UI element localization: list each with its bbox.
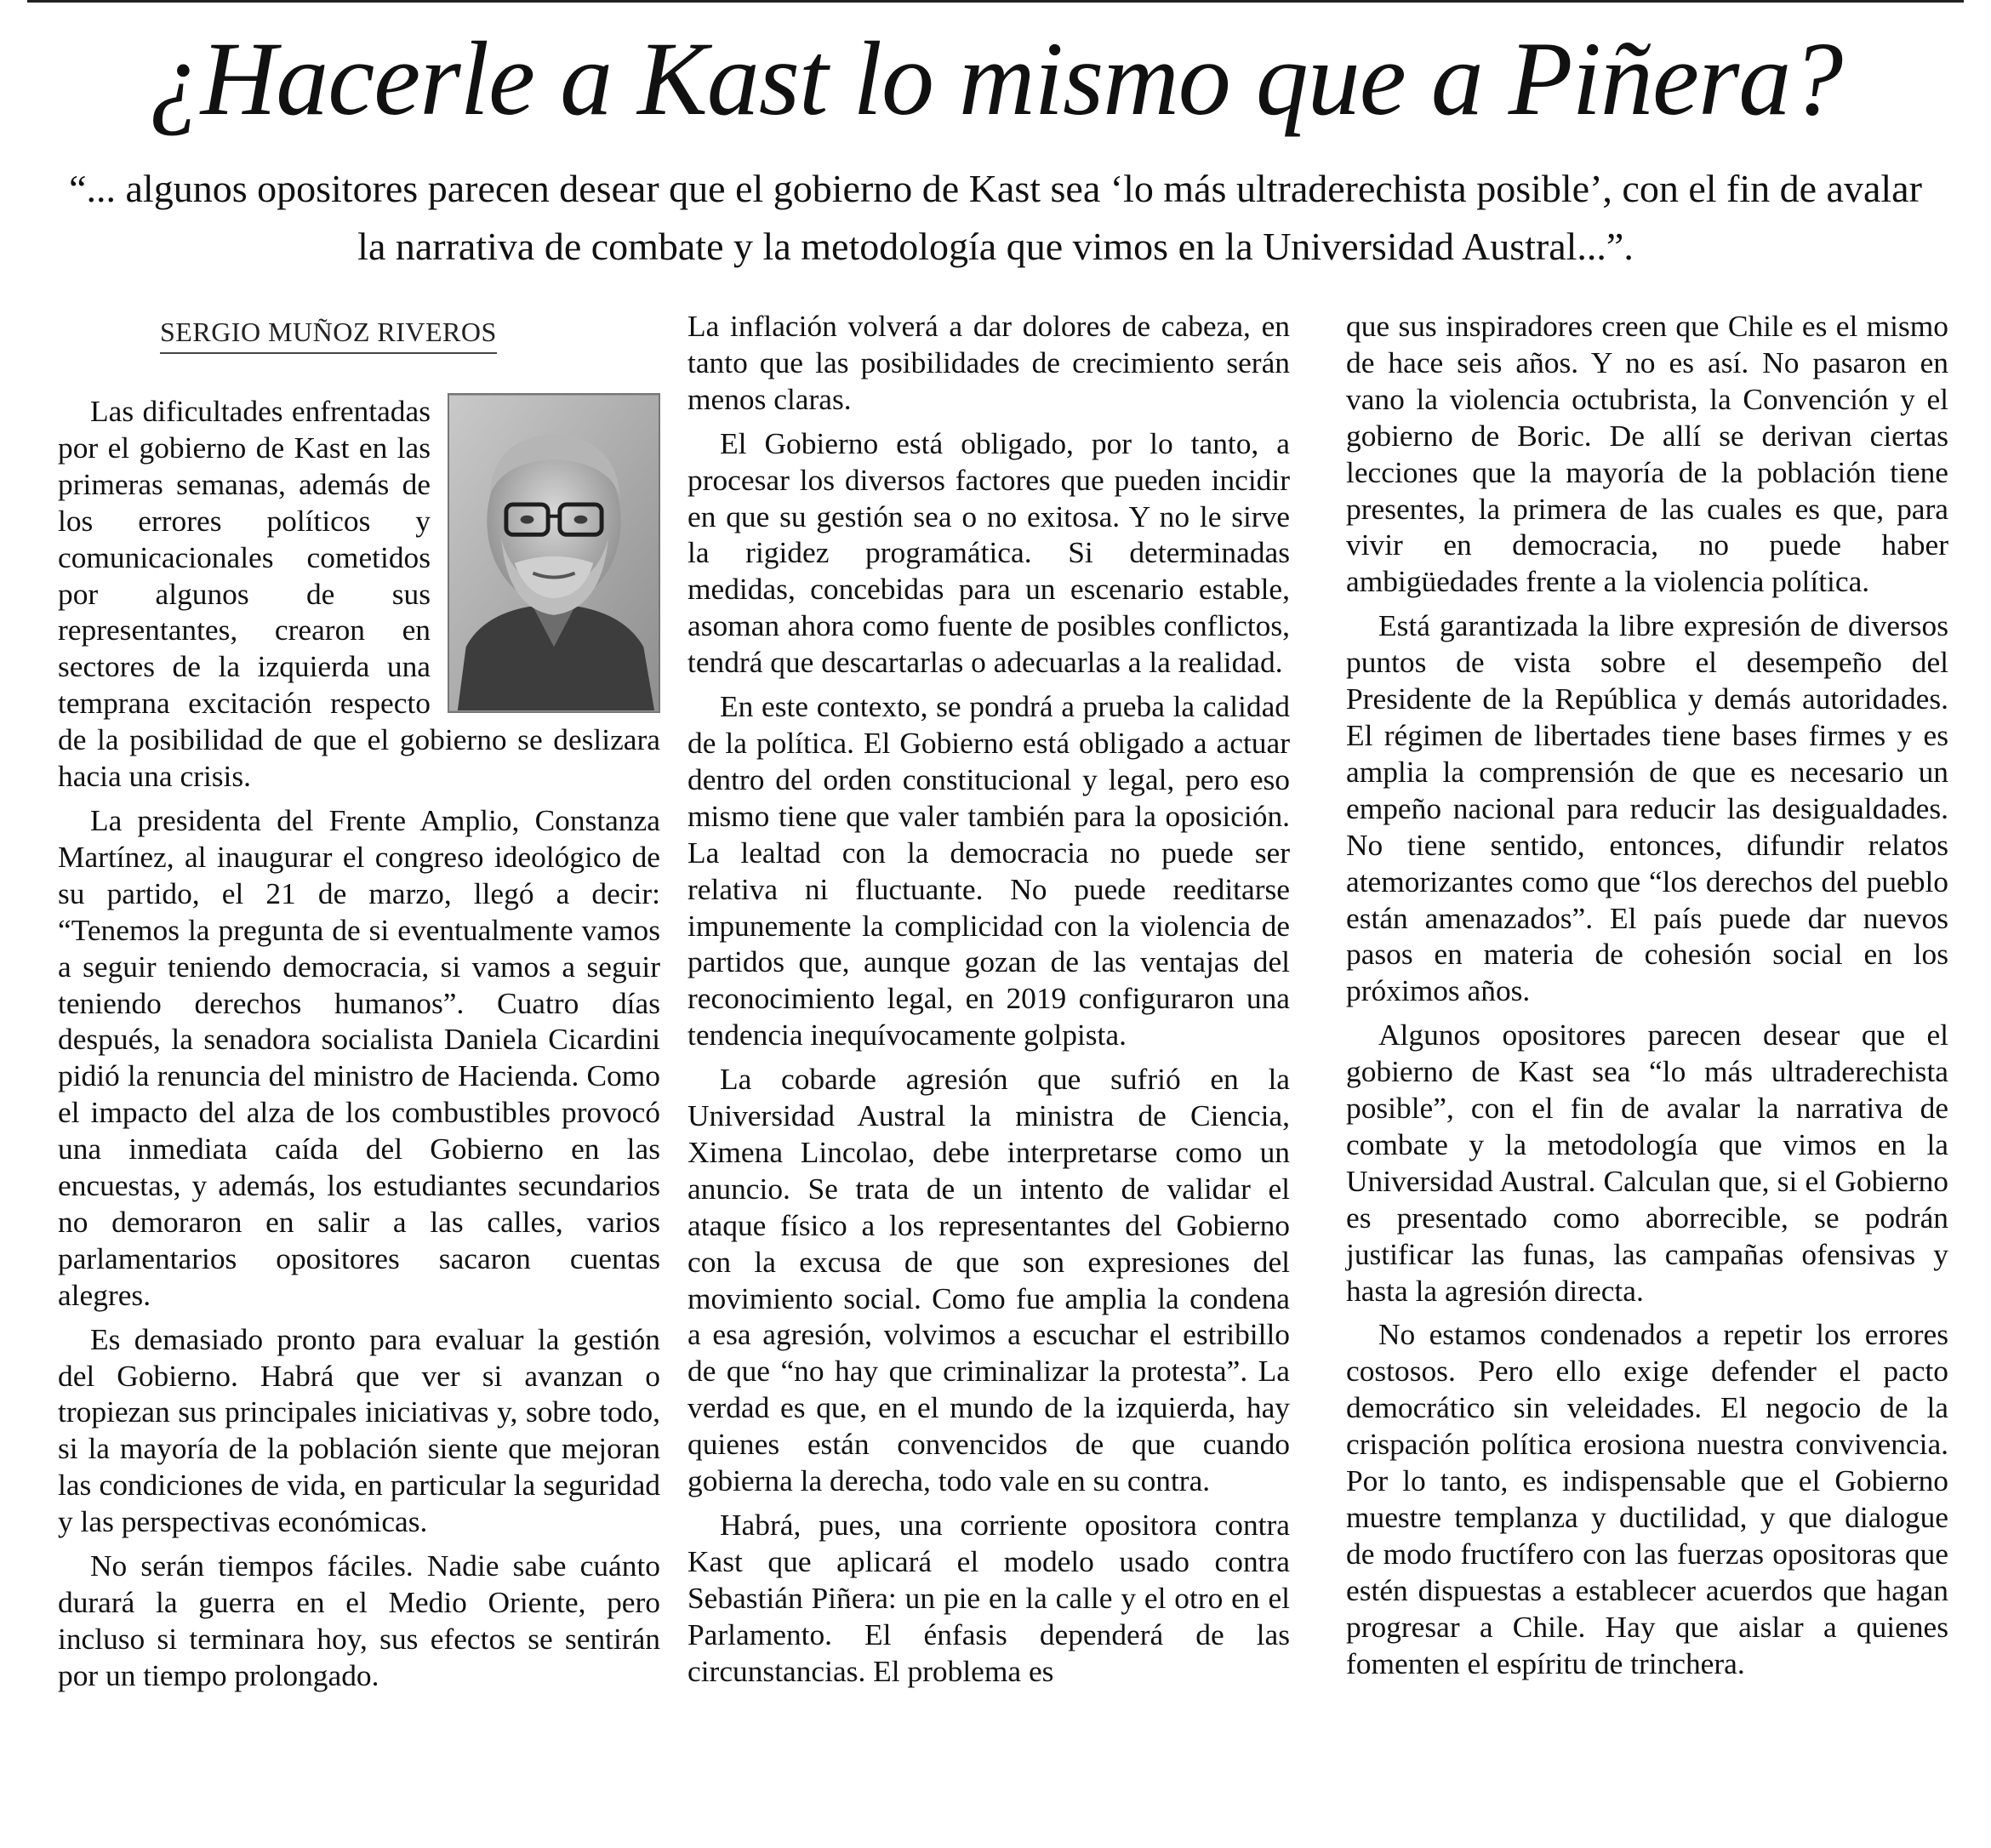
paragraph-3: Es demasiado pronto para evaluar la gestión del Gobierno. Habrá que ver si avanzan o tropiezan sus principales iniciativas y, sobre todo, si la mayoría de la población siente que mejoran las condiciones de vida, en particular la seguridad y las perspectivas económicas. [58, 1321, 660, 1539]
byline-text: SERGIO MUÑOZ RIVEROS [160, 317, 497, 354]
column-1 [58, 308, 660, 1694]
paragraph-11: Está garantizada la libre expresión de diversos puntos de vista sobre el desempeño del Presidente de la República y demás autoridades. El régimen de libertades tiene bases firmes y es amplia la comprensión de que es necesario un empeño nacional para reducir las desigualdades. No tiene sentido, entonces, difundir relatos atemorizantes como que “los derechos del pueblo están amenazados”. El país puede dar nuevos pasos en materia de cohesión social en los próximos años. [1346, 608, 1948, 1008]
paragraph-5: La inflación volverá a dar dolores de cabeza, en tanto que las posibilidades de crecimiento serán menos claras. [687, 309, 1290, 416]
pull-quote: “... algunos opositores parecen desear que el gobierno de Kast sea ‘lo más ultraderechista posible’, con el fin de avalar la narrativa de combate y la metodología que vimos en la Universidad Austral...”. [69, 167, 1922, 268]
paragraph-4: No serán tiempos fáciles. Nadie sabe cuánto durará la guerra en el Medio Oriente, pero incluso si terminara hoy, sus efectos se sentirán por un tiempo prolongado. [58, 1549, 660, 1692]
headline: ¿Hacerle a Kast lo mismo que a Piñera? [148, 20, 1843, 137]
column-3 [1346, 308, 1948, 1682]
top-rule [27, 0, 1964, 3]
paragraph-8: La cobarde agresión que sufrió en la Universidad Austral la ministra de Ciencia, Ximena Lincolao, debe interpretarse como un anuncio. Se trata de un intento de validar el ataque físico a los representantes del Gobierno con la excusa de que son expresiones del movimiento social. Como fue amplia la condena a esa agresión, volvimos a escuchar el estribillo de que “no hay que criminalizar la protesta”. La verdad es que, en el mundo de la izquierda, hay quienes están convencidos de que cuando gobierna la derecha, todo vale en su contra. [687, 1062, 1290, 1498]
paragraph-9: Habrá, pues, una corriente opositora contra Kast que aplicará el modelo usado contra Sebastián Piñera: un pie en la calle y el otro en el Parlamento. El énfasis dependerá de las circunstancias. El problema es [687, 1508, 1290, 1688]
author-portrait [448, 393, 660, 713]
byline [160, 315, 660, 349]
paragraph-12: Algunos opositores parecen desear que el gobierno de Kast sea “lo más ultraderechista posible”, con el fin de avalar la narrativa de combate y la metodología que vimos en la Universidad Austral. Calculan que, si el Gobierno es presentado como aborrecible, se podrán justificar las funas, las campañas ofensivas y hasta la agresión directa. [1346, 1018, 1948, 1308]
portrait-image [449, 395, 659, 711]
paragraph-6: El Gobierno está obligado, por lo tanto, a procesar los diversos factores que pueden incidir en que su gestión sea o no exitosa. Y no le sirve la rigidez programática. Si determinadas medidas, concebidas para un escenario estable, asoman ahora como fuente de posibles conflictos, tendrá que descartarlas o adecuarlas a la realidad. [687, 425, 1290, 680]
paragraph-7: En este contexto, se pondrá a prueba la calidad de la política. El Gobierno está obligado a actuar dentro del orden constitucional y legal, pero eso mismo tiene que valer también para la oposición. La lealtad con la democracia no puede ser relativa ni fluctuante. No puede reeditarse impunemente la complicidad con la violencia de partidos que, aunque gozan de las ventajas del reconocimiento legal, en 2019 configuraron una tendencia inequívocamente golpista. [687, 689, 1290, 1052]
paragraph-13: No estamos condenados a repetir los errores costosos. Pero ello exige defender el pacto democrático sin veleidades. El negocio de la crispación política erosiona nuestra convivencia. Por lo tanto, es indispensable que el Gobierno muestre templanza y ductilidad, y que dialogue de modo fructífero con las fuerzas opositoras que estén dispuestas a establecer acuerdos que hagan progresar a Chile. Hay que aislar a quienes fomenten el espíritu de trinchera. [1346, 1317, 1948, 1680]
column-2 [687, 308, 1290, 1690]
paragraph-2: La presidenta del Frente Amplio, Constanza Martínez, al inaugurar el congreso ideológico de su partido, el 21 de marzo, llegó a decir: “Tenemos la pregunta de si eventualmente vamos a seguir teniendo democracia, si vamos a seguir teniendo derechos humanos”. Cuatro días después, la senadora socialista Daniela Cicardini pidió la renuncia del ministro de Hacienda. Como el impacto del alza de los combustibles provocó una inmediata caída del Gobierno en las encuestas, y además, los estudiantes secundarios no demoraron en salir a las calles, varios parlamentarios opositores sacaron cuentas alegres. [58, 802, 660, 1312]
paragraph-10: que sus inspiradores creen que Chile es el mismo de hace seis años. Y no es así. No pasaron en vano la violencia octubrista, la Convención y el gobierno de Boric. De allí se derivan ciertas lecciones que la mayoría de la población tiene presentes, la primera de las cuales es que, para vivir en democracia, no puede haber ambigüedades frente a la violencia política. [1346, 309, 1948, 599]
paragraph-1: Las dificultades enfrentadas por el gobierno de Kast en las primeras semanas, además de los errores políticos y comunicacionales cometidos por algunos de sus representantes, crearon en sectores de la izquierda una temprana excitación respecto de la posibilidad de que el gobierno se deslizara hacia una crisis. [58, 394, 660, 794]
